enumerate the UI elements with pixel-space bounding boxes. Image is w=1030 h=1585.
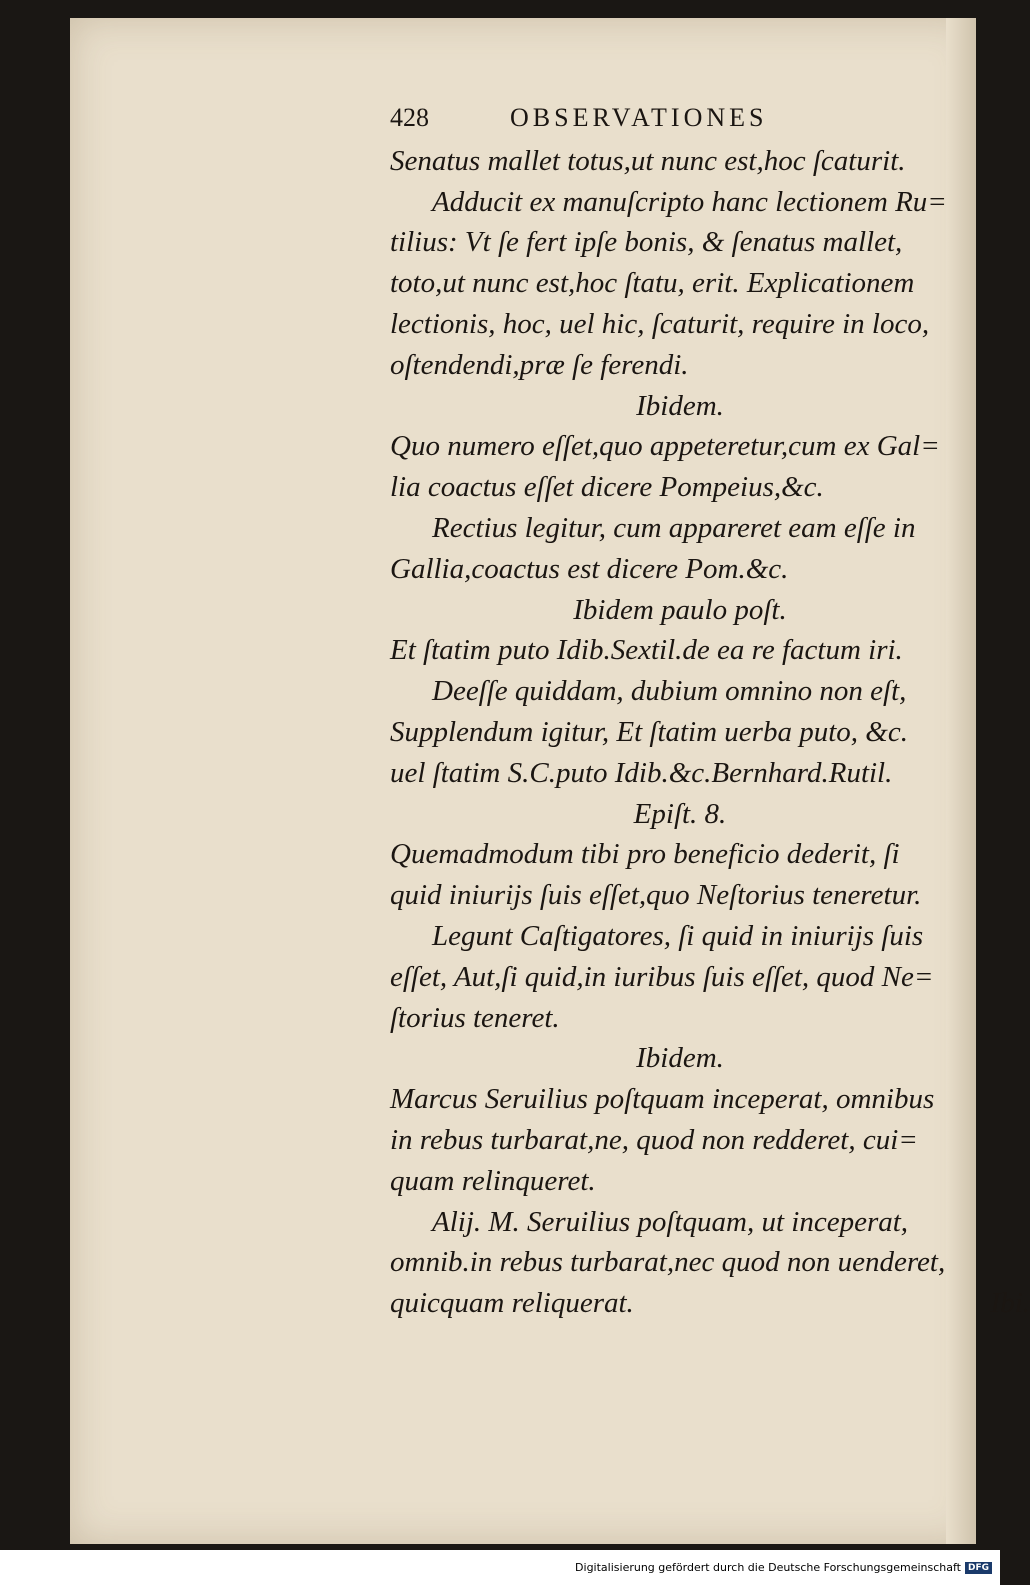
text-line: Gallia,coactus est dicere Pom.&c. (390, 552, 789, 585)
section-heading: Ibidem. (636, 389, 724, 422)
text-line: tilius: Vt ſe fert ipſe bonis, & ſenatus mallet, (390, 226, 903, 259)
running-header (390, 98, 1030, 139)
text-line: quid iniurijs ſuis eſſet,quo Neſtorius teneretur. (390, 879, 922, 912)
text-line: lectionis, hoc, uel hic, ſcaturit, require in loco, (390, 307, 930, 340)
folio-number: 428 (390, 103, 429, 132)
text-line: quicquam reliquerat. (390, 1287, 634, 1320)
text-line: Legunt Caſtigatores, ſi quid in iniurijs ſuis (432, 919, 924, 952)
catchword: Ibi. (990, 1287, 1030, 1320)
text-line: ſtorius teneret. (390, 1001, 560, 1034)
section-heading: Epiſt. 8. (633, 797, 727, 830)
text-line: lia coactus eſſet dicere Pompeius,&c. (390, 471, 824, 504)
text-line: Quemadmodum tibi pro beneficio dederit, ſi (390, 838, 900, 871)
footer-credit: Digitalisierung gefördert durch die Deutsche Forschungsgemeinschaft (575, 1561, 961, 1574)
page-text (390, 98, 1030, 1324)
section-heading: Ibidem paulo poſt. (573, 593, 787, 626)
text-line: toto,ut nunc est,hoc ſtatu, erit. Explicationem (390, 267, 915, 300)
text-line: Senatus mallet totus,ut nunc est,hoc ſcaturit. (390, 144, 906, 177)
digitization-footer (0, 1550, 1000, 1585)
book-page (70, 18, 1030, 1544)
dfg-logo: DFG (965, 1562, 992, 1574)
text-line: Marcus Seruilius poſtquam inceperat, omnibus (390, 1083, 935, 1116)
text-line: omnib.in rebus turbarat,nec quod non uenderet, (390, 1246, 946, 1279)
text-line: in rebus turbarat,ne, quod non redderet, cui= (390, 1123, 918, 1156)
text-line: Et ſtatim puto Idib.Sextil.de ea re factum iri. (390, 634, 903, 667)
running-title: OBSERVATIONES (510, 103, 768, 132)
text-line: quam relinqueret. (390, 1164, 596, 1197)
text-line: uel ſtatim S.C.puto Idib.&c.Bernhard.Rutil. (390, 756, 893, 789)
text-line: Adducit ex manuſcripto hanc lectionem Ru= (432, 185, 947, 218)
section-heading: Ibidem. (636, 1042, 724, 1075)
text-line: oſtendendi,præ ſe ferendi. (390, 348, 689, 381)
last-line (390, 1283, 1030, 1324)
text-line: Quo numero eſſet,quo appeteretur,cum ex Gal= (390, 430, 940, 463)
text-line: Supplendum igitur, Et ſtatim uerba puto, &c. (390, 715, 908, 748)
text-line: Deeſſe quiddam, dubium omnino non eſt, (432, 675, 907, 708)
text-line: Alij. M. Seruilius poſtquam, ut inceperat, (432, 1205, 909, 1238)
text-line: eſſet, Aut,ſi quid,in iuribus ſuis eſſet, quod Ne= (390, 960, 934, 993)
text-line: Rectius legitur, cum appareret eam eſſe in (432, 511, 916, 544)
